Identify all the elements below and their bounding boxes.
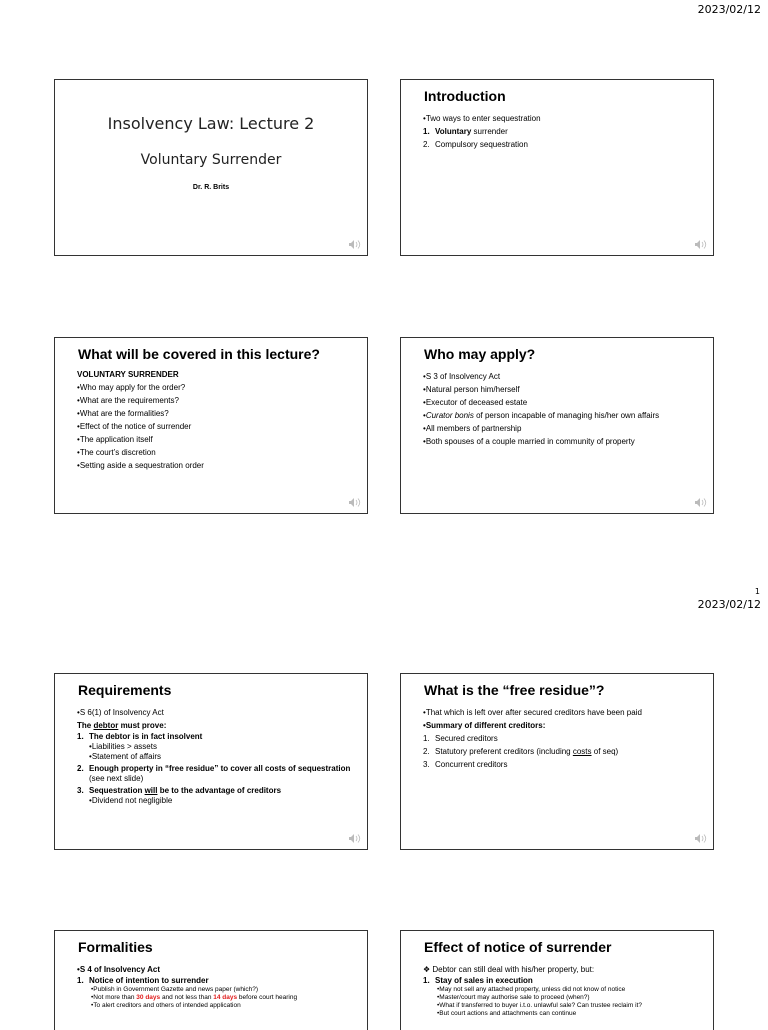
sub-bullet: • What if transferred to buyer i.t.o. unlawful sale? Can trustee reclaim it? — [423, 1002, 699, 1010]
numbered-item: 2. Compulsory sequestration — [423, 140, 528, 149]
bullet: • All members of partnership — [423, 424, 699, 435]
bullet: • The application itself — [77, 435, 353, 446]
page-date: 2023/02/12 — [697, 3, 761, 16]
section-heading: VOLUNTARY SURRENDER — [77, 370, 179, 379]
numbered-item: 1. Stay of sales in execution — [423, 976, 533, 985]
bullet: • S 4 of Insolvency Act — [77, 965, 353, 975]
numbered-item: 1. Notice of intention to surrender — [77, 976, 209, 985]
author: Dr. R. Brits — [192, 184, 230, 191]
numbered-item: 1. The debtor is in fact insolvent — [77, 731, 203, 741]
slide-heading: Who may apply? — [424, 346, 536, 362]
bullet: • Effect of the notice of surrender — [77, 422, 353, 433]
bullet: • The court’s discretion — [77, 448, 353, 459]
numbered-item: 3. Sequestration will be to the advantage of creditors — [77, 785, 282, 795]
slide-requirements — [54, 673, 368, 850]
slide-free-residue — [400, 673, 714, 850]
slide-introduction — [400, 79, 714, 256]
sub-bullet: • To alert creditors and others of intended application — [77, 1002, 353, 1010]
slide-who-may-apply — [400, 337, 714, 514]
bullet: • That which is left over after secured creditors have been paid — [423, 708, 699, 719]
numbered-item: 1. Voluntary surrender — [423, 127, 508, 136]
slide-heading: Requirements — [78, 682, 172, 698]
sub-bullet: • But court actions and attachments can continue — [423, 1010, 699, 1018]
numbered-item: 3. Concurrent creditors — [423, 760, 508, 769]
lecture-title: Insolvency Law: Lecture 2 — [107, 114, 315, 133]
bullet: • What are the formalities? — [77, 409, 353, 420]
bullet: • What are the requirements? — [77, 396, 353, 407]
speaker-icon — [345, 239, 361, 250]
sub-bullet: • May not sell any attached property, unless did not know of notice — [423, 986, 699, 994]
slide-heading: Formalities — [78, 939, 153, 955]
speaker-icon — [345, 833, 361, 844]
bullet: • Two ways to enter sequestration — [423, 114, 699, 125]
slide-effect-of-notice — [400, 930, 714, 1030]
intro-line: ❖ Debtor can still deal with his/her property, but: — [423, 965, 595, 974]
slide-heading: Introduction — [424, 88, 506, 104]
sub-bullet: • Liabilities > assets — [77, 742, 353, 752]
slide-formalities — [54, 930, 368, 1030]
speaker-icon — [691, 497, 707, 508]
bullet: • Setting aside a sequestration order — [77, 461, 353, 472]
bullet: • S 3 of Insolvency Act — [423, 372, 699, 383]
slide-title — [54, 79, 368, 256]
speaker-icon — [345, 497, 361, 508]
numbered-item: 2. Enough property in “free residue” to cover all costs of sequestration (see next slide) — [77, 763, 351, 783]
slide-overview — [54, 337, 368, 514]
speaker-icon — [691, 833, 707, 844]
numbered-item: 2. Statutory preferent creditors (including costs of seq) — [423, 747, 619, 756]
lecture-subtitle: Voluntary Surrender — [140, 152, 282, 168]
slide-heading: What will be covered in this lecture? — [78, 346, 320, 362]
paragraph: The debtor must prove: — [77, 720, 167, 730]
bullet: • Both spouses of a couple married in community of property — [423, 437, 699, 448]
sub-bullet: • Statement of affairs — [77, 752, 353, 762]
page-number: 1 — [754, 587, 760, 596]
bullet: • Natural person him/herself — [423, 385, 699, 396]
speaker-icon — [691, 239, 707, 250]
bullet: • Who may apply for the order? — [77, 383, 353, 394]
bullet: • Summary of different creditors: — [423, 721, 699, 732]
sub-bullet: • Master/court may authorise sale to proceed (when?) — [423, 994, 699, 1002]
sub-bullet: • Dividend not negligible — [77, 796, 353, 806]
slide-heading: Effect of notice of surrender — [424, 939, 612, 955]
page-date: 2023/02/12 — [697, 598, 761, 611]
bullet: • S 6(1) of Insolvency Act — [77, 708, 353, 718]
bullet: • Curator bonis of person incapable of managing his/her own affairs — [423, 411, 699, 422]
sub-bullet: • Not more than 30 days and not less than 14 days before court hearing — [77, 994, 353, 1002]
sub-bullet: • Publish in Government Gazette and news paper (which?) — [77, 986, 353, 994]
bullet: • Executor of deceased estate — [423, 398, 699, 409]
numbered-item: 1. Secured creditors — [423, 734, 498, 743]
slide-heading: What is the “free residue”? — [424, 682, 605, 698]
